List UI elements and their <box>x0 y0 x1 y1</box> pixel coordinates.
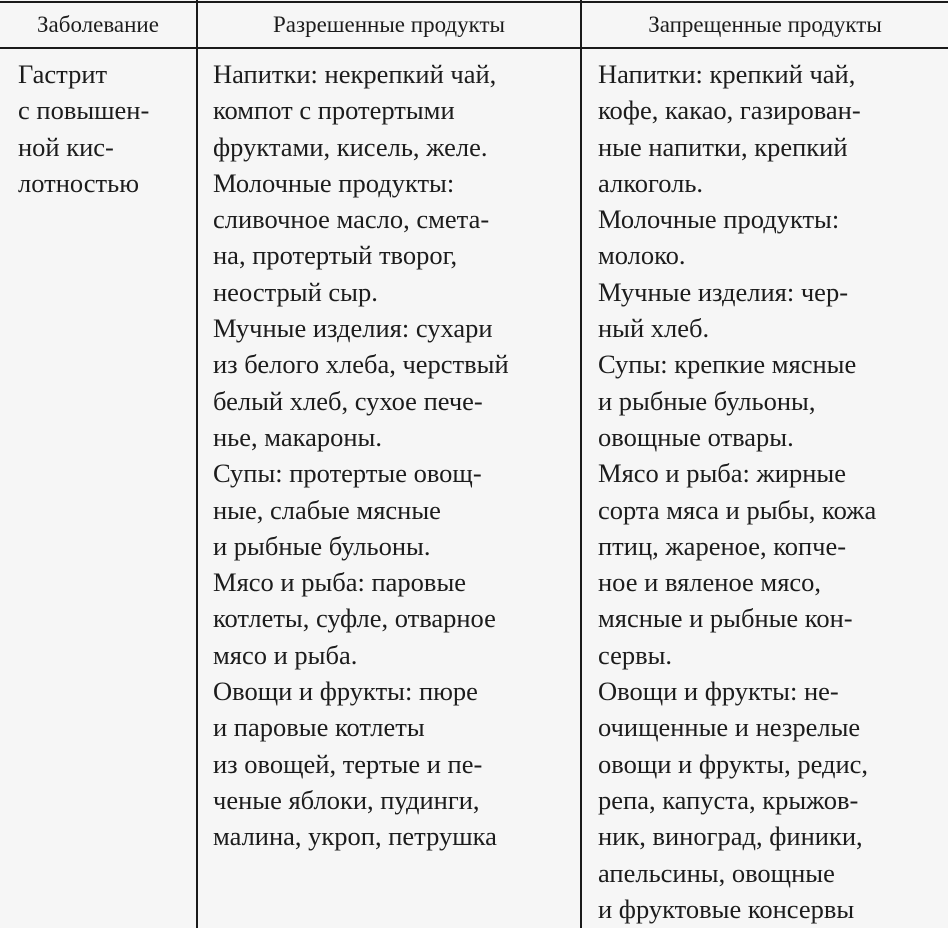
header-allowed-products: Разрешенные продукты <box>273 12 505 37</box>
text-line: из овощей, тертые и пе- <box>213 748 483 779</box>
text-line: и рыбные бульоны, <box>598 385 816 416</box>
text-line: овощи и фрукты, редис, <box>598 748 869 779</box>
header-forbidden-products: Запрещенные продукты <box>648 12 882 37</box>
forbidden-products-cell <box>598 56 876 927</box>
text-line: Гастрит <box>18 59 108 89</box>
text-line: мясные и рыбные кон- <box>598 603 853 634</box>
text-line: ченые яблоки, пудинги, <box>213 784 480 815</box>
text-line: Напитки: крепкий чай, <box>598 59 856 89</box>
text-line: с повышен- <box>18 95 150 126</box>
text-line: алкоголь. <box>598 167 704 198</box>
text-line: ной кис- <box>18 131 114 162</box>
text-line: молоко. <box>598 240 686 271</box>
text-line: ное и вяленое мясо, <box>598 567 822 598</box>
text-line: апельсины, овощные <box>598 857 835 888</box>
text-line: и рыбные бульоны. <box>213 530 431 561</box>
text-line: котлеты, суфле, отварное <box>213 603 496 634</box>
text-line: и фруктовые консервы <box>598 893 855 924</box>
disease-cell <box>18 56 149 201</box>
text-line: Мясо и рыба: паровые <box>213 567 467 598</box>
text-line: репа, капуста, крыжов- <box>598 784 859 815</box>
text-line: сливочное масло, смета- <box>213 204 490 235</box>
text-line: Мучные изделия: сухари <box>213 313 493 344</box>
text-line: мясо и рыба. <box>213 639 358 670</box>
text-line: лотностью <box>18 167 140 198</box>
text-line: очищенные и незрелые <box>598 712 861 743</box>
text-line: ный хлеб. <box>598 313 710 344</box>
text-line: и паровые котлеты <box>213 712 425 743</box>
text-line: фруктами, кисель, желе. <box>213 131 488 162</box>
text-line: из белого хлеба, черствый <box>213 349 509 380</box>
table-top-border <box>0 1 948 3</box>
text-line: компот с протертыми <box>213 95 455 126</box>
text-line: нье, макароны. <box>213 421 382 452</box>
text-line: Напитки: некрепкий чай, <box>213 59 497 89</box>
text-line: на, протертый творог, <box>213 240 458 271</box>
text-line: Супы: протертые овощ- <box>213 458 482 489</box>
text-line: кофе, какао, газирован- <box>598 95 861 126</box>
text-line: ные, слабые мясные <box>213 494 441 525</box>
header-divider <box>0 47 948 49</box>
text-line: Молочные продукты: <box>213 167 455 198</box>
text-line: птиц, жареное, копче- <box>598 530 847 561</box>
text-line: Овощи и фрукты: пюре <box>213 676 478 707</box>
text-line: сервы. <box>598 639 673 670</box>
text-line: сорта мяса и рыбы, кожа <box>598 494 877 525</box>
allowed-products-cell <box>213 56 509 855</box>
text-line: Овощи и фрукты: не- <box>598 676 839 707</box>
text-line: ник, виноград, финики, <box>598 821 863 852</box>
column-divider-2 <box>580 0 582 928</box>
text-line: малина, укроп, петрушка <box>213 821 497 852</box>
text-line: Мясо и рыба: жирные <box>598 458 846 489</box>
text-line: Мучные изделия: чер- <box>598 276 849 307</box>
text-line: ные напитки, крепкий <box>598 131 848 162</box>
column-divider-1 <box>196 0 198 928</box>
text-line: Супы: крепкие мясные <box>598 349 857 380</box>
text-line: овощные отвары. <box>598 421 794 452</box>
text-line: неострый сыр. <box>213 276 378 307</box>
header-disease: Заболевание <box>37 12 159 37</box>
text-line: Молочные продукты: <box>598 204 840 235</box>
text-line: белый хлеб, сухое пече- <box>213 385 483 416</box>
